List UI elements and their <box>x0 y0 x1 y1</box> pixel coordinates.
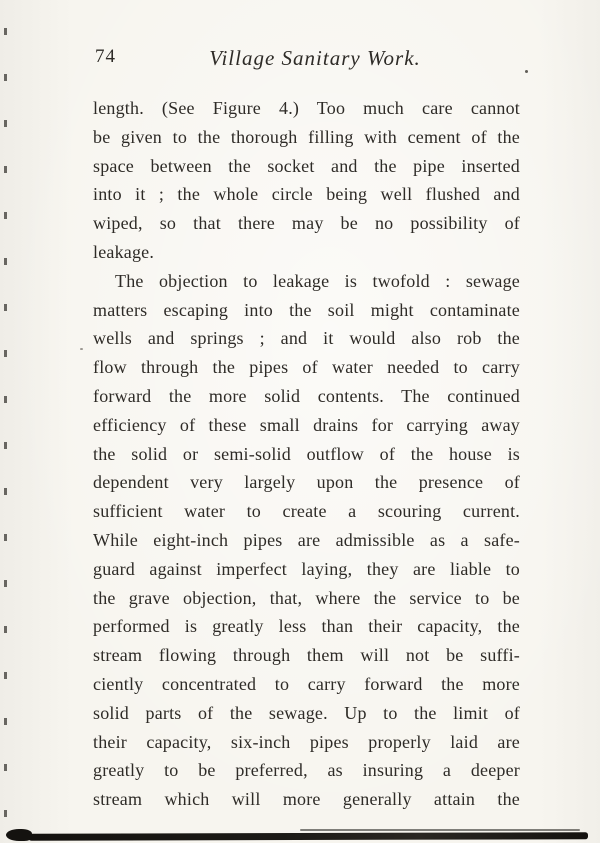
text-line: The objection to leakage is twofold : sewage <box>115 270 520 291</box>
text-line: efficiency of these small drains for carrying away <box>93 414 520 435</box>
text-line: flow through the pipes of water needed to carry <box>93 357 520 378</box>
text-line: space between the socket and the pipe inserted <box>93 155 520 176</box>
text-line: stream flowing through them will not be suffi- <box>93 645 520 666</box>
text-line: into it ; the whole circle being well flushed and <box>93 184 520 205</box>
text-line: greatly to be preferred, as insuring a deeper <box>93 760 520 781</box>
text-line: their capacity, six-inch pipes properly laid are <box>93 731 520 752</box>
text-line: length. (See Figure 4.) Too much care cannot <box>93 98 520 118</box>
page-body <box>0 94 600 814</box>
scan-edge-artifact <box>4 28 7 833</box>
text-line: performed is greatly less than their capacity, the <box>93 616 520 637</box>
scan-corner-smudge <box>6 829 32 841</box>
scan-speck <box>80 348 83 350</box>
text-line: dependent very largely upon the presence of <box>93 472 520 493</box>
text-line: wells and springs ; and it would also rob the <box>93 328 520 349</box>
text-line: leakage. <box>93 241 155 262</box>
paragraph <box>93 94 520 267</box>
scan-bottom-line <box>300 829 580 831</box>
text-line: forward the more solid contents. The continued <box>93 385 520 406</box>
paragraph <box>93 267 520 814</box>
text-line: the grave objection, that, where the service to be <box>93 587 520 608</box>
text-line: ciently concentrated to carry forward the more <box>93 673 520 694</box>
scan-bottom-band <box>28 832 588 840</box>
text-line: guard against imperfect laying, they are liable to <box>93 558 520 579</box>
page-header <box>0 0 600 76</box>
text-line: solid parts of the sewage. Up to the limit of <box>93 702 520 723</box>
text-line: the solid or semi-solid outflow of the house is <box>93 443 520 464</box>
text-line: While eight-inch pipes are admissible as a safe- <box>93 529 520 550</box>
text-line: matters escaping into the soil might contaminate <box>93 299 520 320</box>
text-line: stream which will more generally attain the <box>93 789 520 810</box>
page-number: 74 <box>95 46 116 67</box>
text-line: sufficient water to create a scouring current. <box>93 501 520 522</box>
text-line: wiped, so that there may be no possibility of <box>93 213 520 234</box>
text-line: be given to the thorough filling with cement of the <box>93 126 520 147</box>
running-title: Village Sanitary Work. <box>209 46 421 70</box>
